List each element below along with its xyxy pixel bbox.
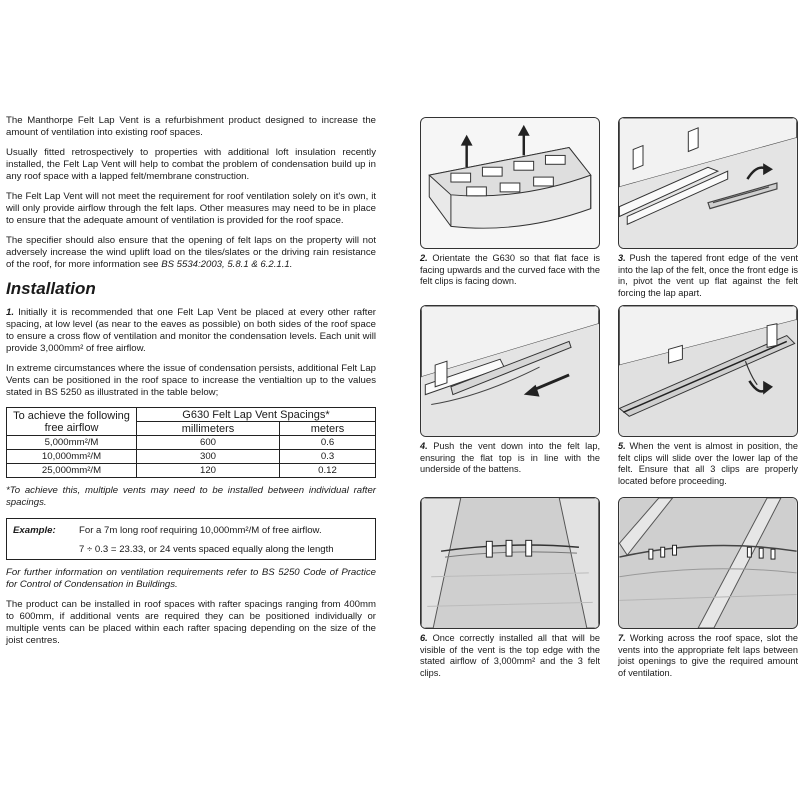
intro-paragraph-3: The Felt Lap Vent will not meet the requirement for roof ventilation solely on it's own, it will only provide airflow through the felt laps. Other measures may need to be in place to ensure that the adequate amount of ventilation is provided for the roof space. bbox=[6, 191, 376, 226]
step-6-caption bbox=[420, 633, 600, 679]
step-2-panel bbox=[420, 117, 600, 288]
step-2-illustration bbox=[420, 117, 600, 249]
intro-paragraph-2: Usually fitted retrospectively to properties with additional loft insulation recently installed, the Felt Lap Vent will help to combat the problem of condensation build up in any roof space with a lapped felt/membrane construction. bbox=[6, 147, 376, 182]
table-header-meters: meters bbox=[280, 422, 376, 436]
extreme-circumstances-paragraph: In extreme circumstances where the issue of condensation persists, additional Felt Lap Vents can be positioned in the roof space to increase the ventialtion up to the values stated in BS 5250 as illustrated in the table below; bbox=[6, 363, 376, 398]
step-6-text: Once correctly installed all that will be visible of the vent is the top edge with the stated airflow of 3,000mm² and the 3 felt clips. bbox=[420, 633, 600, 678]
step-3-number: 3. bbox=[618, 253, 626, 263]
step-3-illustration bbox=[618, 117, 798, 249]
intro-section bbox=[6, 115, 376, 271]
example-label: Example: bbox=[13, 525, 56, 536]
standard-reference: BS 5534:2003, 5.8.1 & 6.2.1.1. bbox=[161, 259, 293, 270]
step-6-panel bbox=[420, 497, 600, 679]
table-cell-airflow: 5,000mm²/M bbox=[7, 436, 137, 450]
step-1-text: Initially it is recommended that one Felt Lap Vent be placed at every other rafter spacing, at low level (as near to the eaves as possible) on both sides of the roof space to ensure a cross flow of ventilation and monitor the condensation levels. Each unit will provide 3,000mm² of free airflow. bbox=[6, 307, 376, 354]
left-column bbox=[6, 115, 376, 647]
step-3-text: Push the tapered front edge of the vent into the lap of the felt, once the front edge is in, pivot the vent up flat against the felt forcing the lap apart. bbox=[618, 253, 798, 298]
table-cell-m: 0.12 bbox=[280, 464, 376, 478]
table-cell-airflow: 10,000mm²/M bbox=[7, 450, 137, 464]
step-4-panel bbox=[420, 305, 600, 476]
step-6-number: 6. bbox=[420, 633, 428, 643]
step-1-number: 1. bbox=[6, 307, 15, 318]
step-4-text: Push the vent down into the felt lap, ensuring the flat top is in line with the underside of the battens. bbox=[420, 441, 600, 474]
table-row bbox=[7, 450, 376, 464]
installation-heading: Installation bbox=[6, 279, 96, 298]
step-7-illustration bbox=[618, 497, 798, 629]
step-6-illustration bbox=[420, 497, 600, 629]
step-4-caption bbox=[420, 441, 600, 476]
closing-paragraph: The product can be installed in roof spaces with rafter spacings ranging from 400mm to 600mm, if additional vents are required they can be positioned individually or multiple vents can be placed within each rafter spacing depending on the size of the joist centres. bbox=[6, 599, 376, 646]
table-row bbox=[7, 436, 376, 450]
table-cell-mm: 120 bbox=[137, 464, 280, 478]
step-7-caption bbox=[618, 633, 798, 679]
table-header-spacings: G630 Felt Lap Vent Spacings* bbox=[137, 408, 376, 422]
example-line-1: For a 7m long roof requiring 10,000mm²/M of free airflow. bbox=[79, 525, 322, 536]
step-5-caption bbox=[618, 441, 798, 487]
table-cell-mm: 300 bbox=[137, 450, 280, 464]
step-7-panel bbox=[618, 497, 798, 679]
table-cell-m: 0.3 bbox=[280, 450, 376, 464]
step-5-text: When the vent is almost in position, the felt clips will slide over the lower lap of the felt. Ensure that all 3 clips are properly located before proceeding. bbox=[618, 441, 798, 486]
step-5-illustration bbox=[618, 305, 798, 437]
installation-step-1 bbox=[6, 307, 376, 355]
step-5-number: 5. bbox=[618, 441, 626, 451]
intro-paragraph-4 bbox=[6, 235, 376, 271]
example-line-2: 7 ÷ 0.3 = 23.33, or 24 vents spaced equally along the length bbox=[79, 544, 334, 555]
table-header-airflow: To achieve the following free airflow bbox=[7, 408, 137, 436]
table-row bbox=[7, 464, 376, 478]
step-5-panel bbox=[618, 305, 798, 487]
vent-spacing-table bbox=[6, 407, 376, 478]
step-7-text: Working across the roof space, slot the vents into the appropriate felt laps between joist openings to give the required amount of ventilation. bbox=[618, 633, 798, 678]
step-2-text: Orientate the G630 so that flat face is facing upwards and the curved face with the felt clips is facing down. bbox=[420, 253, 600, 286]
further-information: For further information on ventilation requirements refer to BS 5250 Code of Practice for Control of Condensation in Buildings. bbox=[6, 567, 376, 590]
step-2-caption bbox=[420, 253, 600, 288]
step-2-number: 2. bbox=[420, 253, 428, 263]
table-cell-airflow: 25,000mm²/M bbox=[7, 464, 137, 478]
table-footnote: *To achieve this, multiple vents may need to be installed between individual rafter spacings. bbox=[6, 485, 376, 508]
step-4-number: 4. bbox=[420, 441, 428, 451]
step-7-number: 7. bbox=[618, 633, 626, 643]
step-3-panel bbox=[618, 117, 798, 299]
table-cell-m: 0.6 bbox=[280, 436, 376, 450]
intro-paragraph-4-text: The specifier should also ensure that the opening of felt laps on the property will not adversely increase the wind uplift load on the tiles/slates or the driving rain resistance of the roof, for more information see bbox=[6, 235, 376, 270]
example-box bbox=[6, 518, 376, 560]
step-3-caption bbox=[618, 253, 798, 299]
table-cell-mm: 600 bbox=[137, 436, 280, 450]
intro-paragraph-1: The Manthorpe Felt Lap Vent is a refurbishment product designed to increase the amount of ventilation into existing roof spaces. bbox=[6, 115, 376, 138]
table-header-millimeters: millimeters bbox=[137, 422, 280, 436]
step-4-illustration bbox=[420, 305, 600, 437]
